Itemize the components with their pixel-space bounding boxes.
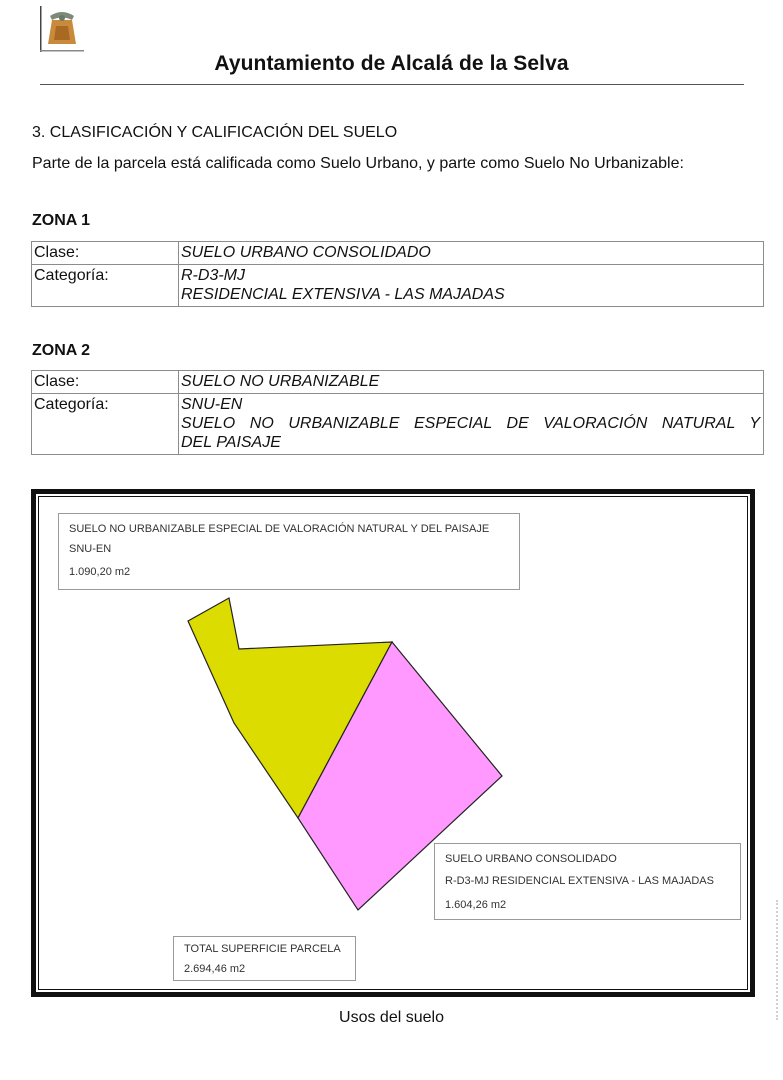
page-title: Ayuntamiento de Alcalá de la Selva: [214, 52, 569, 75]
label-no-urbanizable-title: SUELO NO URBANIZABLE ESPECIAL DE VALORACIÓN NATURAL Y DEL PAISAJE: [69, 523, 490, 535]
zone2-categoria-code: SNU-EN: [181, 396, 243, 413]
table-row: [32, 242, 764, 265]
table-row: [32, 265, 764, 307]
section-intro: Parte de la parcela está calificada como Suelo Urbano, y parte como Suelo No Urbanizable:: [32, 155, 684, 172]
zone1-clase-label: Clase:: [32, 242, 179, 265]
zone2-categoria-name: SUELO NO URBANIZABLE ESPECIAL DE VALORACIÓN NATURAL Y: [181, 415, 760, 432]
zone1-categoria-label: Categoría:: [32, 265, 179, 307]
label-box-urbano: [434, 843, 741, 920]
scrollbar[interactable]: [776, 900, 781, 1020]
zone2-table: [31, 370, 764, 455]
land-use-plan: [31, 489, 755, 997]
header-divider: [40, 84, 744, 85]
figure-caption: Usos del suelo: [339, 1009, 444, 1026]
zone1-categoria-value: [179, 265, 764, 307]
zone2-clase-value: SUELO NO URBANIZABLE: [179, 371, 764, 394]
zone2-heading: ZONA 2: [32, 342, 91, 359]
label-no-urbanizable-code: SNU-EN: [69, 543, 112, 555]
zone1-categoria-code: R-D3-MJ: [181, 267, 245, 284]
label-urbano-title: SUELO URBANO CONSOLIDADO: [445, 853, 617, 865]
label-no-urbanizable-area: 1.090,20 m2: [69, 566, 131, 578]
label-urbano-code: R-D3-MJ RESIDENCIAL EXTENSIVA - LAS MAJADAS: [445, 875, 714, 887]
section-heading: 3. CLASIFICACIÓN Y CALIFICACIÓN DEL SUELO: [32, 124, 398, 141]
zone2-categoria-name-cont: DEL PAISAJE: [181, 434, 281, 451]
label-total-area: 2.694,46 m2: [184, 963, 246, 975]
label-urbano-area: 1.604,26 m2: [445, 899, 507, 911]
label-total-title: TOTAL SUPERFICIE PARCELA: [184, 943, 341, 955]
label-box-total: [173, 936, 356, 981]
table-row: [32, 394, 764, 455]
zone2-categoria-value: [179, 394, 764, 455]
zone1-categoria-name: RESIDENCIAL EXTENSIVA - LAS MAJADAS: [181, 286, 505, 303]
table-row: [32, 371, 764, 394]
zone1-table: [31, 241, 764, 307]
zone2-categoria-label: Categoría:: [32, 394, 179, 455]
label-box-no-urbanizable: [58, 513, 520, 590]
zone2-clase-label: Clase:: [32, 371, 179, 394]
zone1-heading: ZONA 1: [32, 212, 91, 229]
zone1-clase-value: SUELO URBANO CONSOLIDADO: [179, 242, 764, 265]
coat-of-arms-icon: [38, 6, 86, 52]
